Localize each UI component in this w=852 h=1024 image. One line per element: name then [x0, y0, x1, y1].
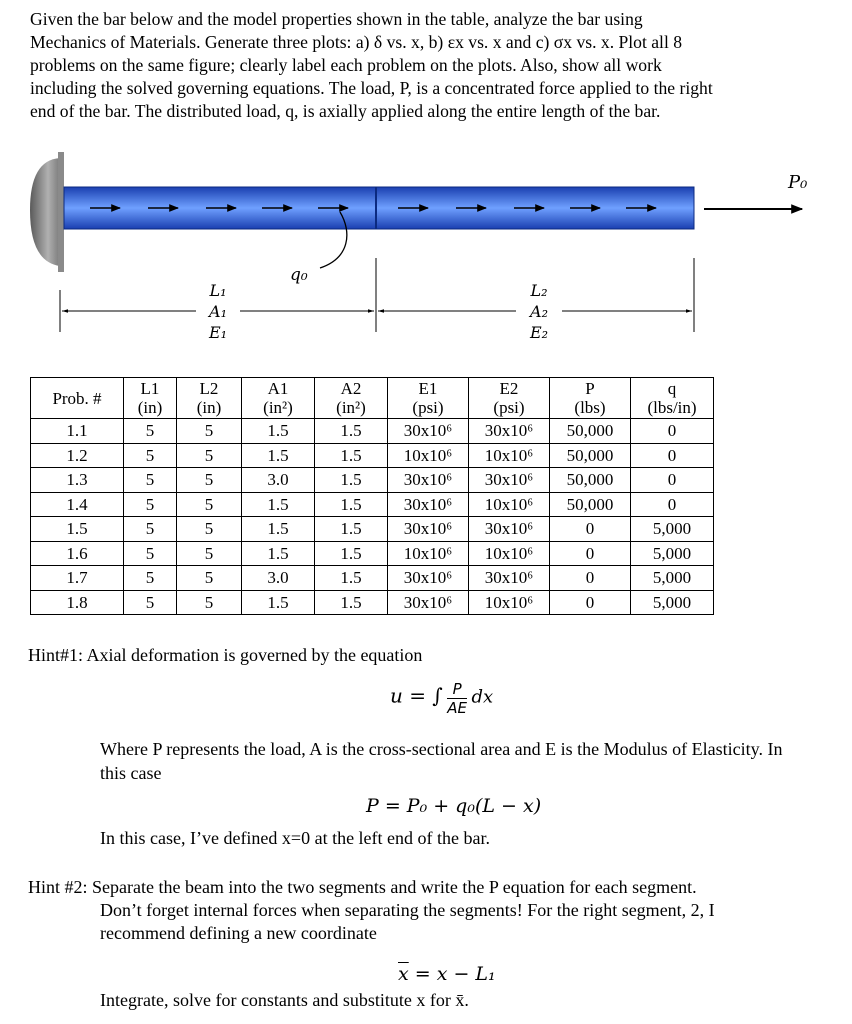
load-equation: P = P₀ + q₀(L − x): [366, 795, 542, 817]
table-header-row: [31, 378, 714, 419]
table-cell: 1.1: [31, 419, 124, 444]
table-cell: 5: [177, 541, 242, 566]
table-cell: 5: [177, 492, 242, 517]
hint2-line-2: Don’t forget internal forces when separating the segments! For the right segment, 2, I: [100, 900, 715, 920]
table-cell: 5,000: [631, 590, 714, 615]
table-cell: 5,000: [631, 517, 714, 542]
table-cell: 1.5: [315, 541, 388, 566]
table-cell: 1.5: [242, 419, 315, 444]
table-cell: 30x10⁶: [388, 590, 469, 615]
table-cell: 0: [631, 492, 714, 517]
table-cell: 30x10⁶: [469, 517, 550, 542]
table-cell: 30x10⁶: [388, 468, 469, 493]
seg2-modulus-label: E₂: [529, 323, 549, 342]
table-cell: 10x10⁶: [469, 443, 550, 468]
eq-xbar-rest: = x − L₁: [408, 963, 496, 985]
table-row: [31, 566, 714, 591]
table-cell: 0: [550, 590, 631, 615]
table-cell: 1.5: [315, 419, 388, 444]
table-cell: 50,000: [550, 492, 631, 517]
table-cell: 30x10⁶: [469, 419, 550, 444]
table-cell: 5: [124, 492, 177, 517]
statement-line-1: Given the bar below and the model properties shown in the table, analyze the bar using: [30, 9, 643, 29]
seg1-modulus-label: E₁: [208, 323, 228, 342]
hint1-body: Where P represents the load, A is the cross-sectional area and E is the Modulus of Elasticity. In this case: [100, 739, 783, 783]
col-header-e1: E1 (psi): [388, 378, 469, 419]
table-cell: 10x10⁶: [388, 443, 469, 468]
table-cell: 10x10⁶: [469, 541, 550, 566]
table-cell: 1.5: [315, 443, 388, 468]
table-cell: 50,000: [550, 468, 631, 493]
table-body: [31, 419, 714, 615]
seg2-length-label: L₂: [530, 281, 548, 300]
table-cell: 1.2: [31, 443, 124, 468]
table-cell: 1.5: [315, 492, 388, 517]
table-cell: 5: [124, 566, 177, 591]
statement-line-3: problems on the same figure; clearly label each problem on the plots. Also, show all work: [30, 55, 662, 75]
seg2-area-label: A₂: [530, 302, 548, 321]
table-cell: 3.0: [242, 468, 315, 493]
table-cell: 0: [550, 541, 631, 566]
hint2-line-3: recommend defining a new coordinate: [100, 923, 377, 943]
table-cell: 1.5: [315, 590, 388, 615]
table-cell: 30x10⁶: [388, 517, 469, 542]
table-cell: 10x10⁶: [388, 541, 469, 566]
table-row: [31, 541, 714, 566]
table-cell: 50,000: [550, 443, 631, 468]
table-cell: 5: [124, 468, 177, 493]
hint2-final: Integrate, solve for constants and substitute x for x̄.: [100, 990, 469, 1010]
hint1-intro: Hint#1: Axial deformation is governed by the equation: [28, 645, 423, 665]
table-cell: 30x10⁶: [469, 566, 550, 591]
table-cell: 0: [631, 419, 714, 444]
table-cell: 30x10⁶: [388, 492, 469, 517]
distributed-load-label: q₀: [290, 265, 308, 285]
table-cell: 5,000: [631, 541, 714, 566]
eq-u-dx: dx: [471, 686, 494, 708]
table-cell: 1.5: [242, 517, 315, 542]
table-cell: 50,000: [550, 419, 631, 444]
table-cell: 30x10⁶: [469, 468, 550, 493]
statement-line-2: Mechanics of Materials. Generate three plots: a) δ vs. x, b) εx vs. x and c) σx vs. x. Plot all 8: [30, 32, 683, 52]
col-header-a1: A1 (in²): [242, 378, 315, 419]
table-cell: 30x10⁶: [388, 566, 469, 591]
table-cell: 5: [124, 590, 177, 615]
table-cell: 0: [550, 517, 631, 542]
eq-u-fraction: [447, 680, 467, 717]
load-label: P₀: [788, 172, 808, 193]
table-cell: 1.5: [242, 541, 315, 566]
col-header-p: P (lbs): [550, 378, 631, 419]
properties-table: [30, 377, 714, 615]
col-header-e2: E2 (psi): [469, 378, 550, 419]
table-row: [31, 590, 714, 615]
table-cell: 5: [177, 517, 242, 542]
hint2: [28, 876, 818, 945]
table-cell: 5: [177, 590, 242, 615]
table-cell: 10x10⁶: [469, 492, 550, 517]
table-row: [31, 443, 714, 468]
col-header-l2: L2 (in): [177, 378, 242, 419]
eq-xbar-var: $\overline{x}$: [398, 963, 409, 985]
hint2-line-1: Hint #2: Separate the beam into the two segments and write the P equation for each segment.: [28, 877, 697, 897]
deformation-equation: [390, 680, 493, 717]
wall-plate: [58, 152, 64, 272]
problem-statement: [30, 8, 830, 123]
table-cell: 1.5: [242, 590, 315, 615]
table-cell: 5,000: [631, 566, 714, 591]
table-row: [31, 517, 714, 542]
bar-diagram: [0, 140, 852, 370]
eq-u-lhs: u = ∫: [390, 683, 443, 708]
eq-u-numerator: P: [447, 680, 467, 699]
table-cell: 1.5: [315, 468, 388, 493]
seg1-area-label: A₁: [209, 302, 227, 321]
table-cell: 5: [177, 468, 242, 493]
table-cell: 3.0: [242, 566, 315, 591]
col-header-q: q (lbs/in): [631, 378, 714, 419]
table-cell: 1.7: [31, 566, 124, 591]
seg1-length-label: L₁: [209, 281, 227, 300]
table-row: [31, 468, 714, 493]
table-cell: 1.5: [315, 566, 388, 591]
coordinate-equation: [398, 963, 496, 985]
table-cell: 5: [177, 419, 242, 444]
table-cell: 1.3: [31, 468, 124, 493]
table-cell: 5: [124, 541, 177, 566]
hint1-definition: In this case, I’ve defined x=0 at the left end of the bar.: [100, 828, 491, 848]
table-cell: 1.4: [31, 492, 124, 517]
table-cell: 0: [631, 443, 714, 468]
col-header-prob: Prob. #: [31, 378, 124, 419]
eq-u-denominator: AE: [447, 699, 468, 717]
wall-support: [30, 158, 60, 266]
col-header-l1: L1 (in): [124, 378, 177, 419]
table-row: [31, 492, 714, 517]
table-cell: 1.5: [242, 492, 315, 517]
table-row: [31, 419, 714, 444]
table-cell: 1.5: [242, 443, 315, 468]
table-cell: 0: [550, 566, 631, 591]
table-cell: 1.5: [31, 517, 124, 542]
table-cell: 1.8: [31, 590, 124, 615]
statement-line-5: end of the bar. The distributed load, q, is axially applied along the entire length of the bar.: [30, 101, 661, 121]
statement-line-4: including the solved governing equations. The load, P, is a concentrated force applied to the right: [30, 78, 713, 98]
table-cell: 10x10⁶: [469, 590, 550, 615]
table-cell: 5: [177, 566, 242, 591]
table-cell: 5: [177, 443, 242, 468]
table-cell: 0: [631, 468, 714, 493]
table-cell: 1.6: [31, 541, 124, 566]
table-cell: 1.5: [315, 517, 388, 542]
table-cell: 5: [124, 517, 177, 542]
col-header-a2: A2 (in²): [315, 378, 388, 419]
table-cell: 5: [124, 443, 177, 468]
table-cell: 30x10⁶: [388, 419, 469, 444]
table-cell: 5: [124, 419, 177, 444]
